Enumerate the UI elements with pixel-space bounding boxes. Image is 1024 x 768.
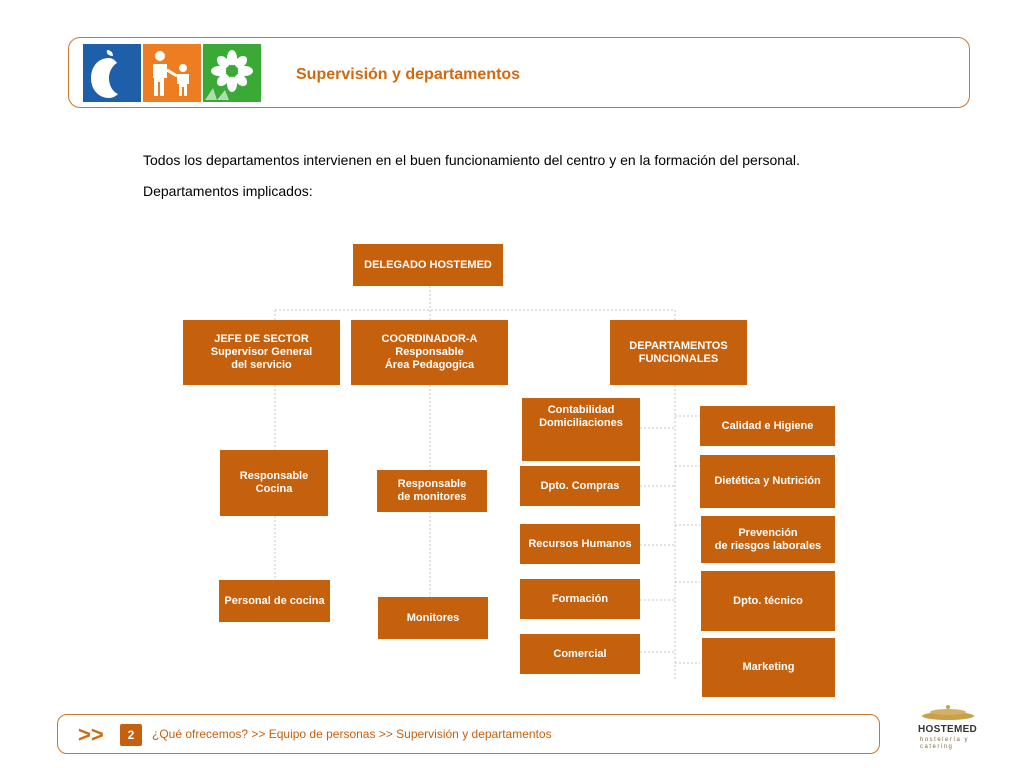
box-prevencion-riesgos: Prevención de riesgos laborales [701, 516, 835, 563]
box-dpto-compras: Dpto. Compras [520, 466, 640, 506]
box-recursos-humanos: Recursos Humanos [520, 524, 640, 564]
box-monitores: Monitores [378, 597, 488, 639]
box-responsable-monitores: Responsable de monitores [377, 470, 487, 512]
brand-subtitle: hostelería y catering [920, 737, 970, 750]
box-marketing: Marketing [702, 638, 835, 697]
intro-text: Todos los departamentos intervienen en el buen funcionamiento del centro y en la formación del personal. [143, 152, 800, 168]
box-responsable-cocina: Responsable Cocina [220, 450, 328, 516]
intro-subheading: Departamentos implicados: [143, 183, 313, 199]
box-dietetica-nutricion: Dietética y Nutrición [700, 455, 835, 508]
box-personal-cocina: Personal de cocina [219, 580, 330, 622]
box-formacion: Formación [520, 579, 640, 619]
footer-arrows: >> [78, 722, 104, 747]
box-calidad-higiene: Calidad e Higiene [700, 406, 835, 446]
brand-name: HOSTEMED [918, 724, 978, 735]
box-contabilidad: Contabilidad Domiciliaciones [522, 398, 640, 461]
page-number-badge: 2 [120, 724, 142, 746]
box-departamentos-funcionales: DEPARTAMENTOS FUNCIONALES [610, 320, 747, 385]
page-title: Supervisión y departamentos [296, 66, 521, 83]
breadcrumb: ¿Qué ofrecemos? >> Equipo de personas >> Supervisión y departamentos [152, 727, 552, 741]
box-comercial: Comercial [520, 634, 640, 674]
box-delegado-hostemed: DELEGADO HOSTEMED [353, 244, 503, 286]
box-coordinador: COORDINADOR-A Responsable Área Pedagogica [351, 320, 508, 385]
box-jefe-de-sector: JEFE DE SECTOR Supervisor General del servicio [183, 320, 340, 385]
box-dpto-tecnico: Dpto. técnico [701, 571, 835, 631]
